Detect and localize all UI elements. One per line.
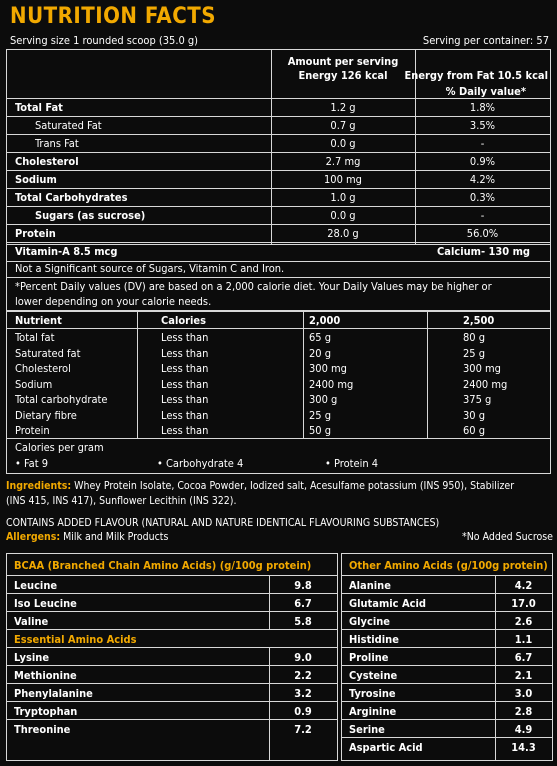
calories-cell: Total fat bbox=[15, 331, 55, 344]
row-rule bbox=[7, 134, 550, 135]
amino-value: 3.2 bbox=[294, 687, 312, 700]
nutrient-name: Sugars (as sucrose) bbox=[35, 209, 146, 222]
amino-value: 5.8 bbox=[294, 615, 312, 628]
row-rule bbox=[7, 206, 550, 207]
energy-from-fat: Energy from Fat 10.5 kcal bbox=[404, 69, 548, 82]
calories-cell: 300 mg bbox=[309, 362, 347, 375]
allergens-label: Allergens: bbox=[6, 531, 61, 543]
amino-value: 4.2 bbox=[514, 579, 533, 592]
calories-header: Nutrient bbox=[15, 314, 62, 327]
column-divider bbox=[303, 312, 304, 438]
amino-value: 0.9 bbox=[294, 705, 312, 718]
calories-cell: 25 g bbox=[463, 346, 486, 360]
nutrient-daily-value: 56.0% bbox=[466, 227, 499, 240]
bcaa-table bbox=[6, 553, 338, 761]
amino-name: Phenylalanine bbox=[14, 687, 93, 700]
nutrient-name: Trans Fat bbox=[35, 137, 79, 150]
row-rule bbox=[7, 224, 550, 225]
calories-cell: 80 g bbox=[463, 331, 486, 344]
row-rule bbox=[342, 647, 552, 648]
nutrient-name: Cholesterol bbox=[15, 155, 79, 168]
other-amino-header: Other Amino Acids (g/100g protein) bbox=[349, 559, 548, 572]
calories-cell: Cholesterol bbox=[15, 362, 71, 375]
amino-name: Aspartic Acid bbox=[349, 741, 423, 754]
row-rule bbox=[342, 611, 552, 612]
row-rule bbox=[7, 701, 337, 702]
amino-value: 3.0 bbox=[514, 687, 533, 700]
row-rule bbox=[7, 152, 550, 153]
row-rule bbox=[7, 647, 337, 648]
row-rule bbox=[342, 737, 552, 738]
row-rule bbox=[7, 683, 337, 684]
calories-cell: Less than bbox=[161, 393, 209, 406]
calories-cell: Less than bbox=[161, 331, 209, 344]
header-rule bbox=[342, 575, 552, 576]
amino-value: 2.8 bbox=[514, 705, 533, 718]
nutrient-amount: 0.0 g bbox=[330, 209, 356, 222]
nutrient-amount: 1.0 g bbox=[330, 191, 356, 204]
amino-value: 6.7 bbox=[514, 651, 533, 664]
row-rule bbox=[7, 593, 337, 594]
nutrient-amount: 2.7 mg bbox=[325, 155, 361, 168]
nutrient-amount: 100 mg bbox=[324, 173, 362, 186]
row-rule bbox=[7, 242, 550, 243]
nutrient-daily-value: - bbox=[480, 209, 485, 222]
row-rule bbox=[7, 629, 337, 630]
amino-name: Arginine bbox=[349, 705, 397, 718]
calories-cell: 60 g bbox=[463, 424, 486, 437]
amino-name: Iso Leucine bbox=[14, 597, 77, 610]
page-title: NUTRITION FACTS bbox=[10, 4, 216, 29]
nutrient-name: Protein bbox=[15, 227, 56, 240]
row-rule bbox=[342, 665, 552, 666]
amino-name: Glycine bbox=[349, 615, 390, 628]
other-amino-table bbox=[341, 553, 553, 761]
nutrient-name: Total Carbohydrates bbox=[15, 191, 128, 204]
protein-calories: • Protein 4 bbox=[325, 457, 379, 470]
calories-cell: 25 g bbox=[309, 408, 332, 422]
calories-cell: Less than bbox=[161, 346, 209, 360]
row-rule bbox=[342, 629, 552, 630]
row-rule bbox=[342, 701, 552, 702]
column-divider bbox=[137, 312, 138, 438]
ingredients bbox=[6, 480, 514, 493]
essential-header: Essential Amino Acids bbox=[14, 633, 137, 646]
nutrient-daily-value: 3.5% bbox=[469, 119, 496, 132]
calories-cell: 300 mg bbox=[463, 362, 501, 375]
row-rule bbox=[342, 719, 552, 720]
percent-note-2: lower depending on your calorie needs. bbox=[15, 295, 212, 308]
energy: Energy 126 kcal bbox=[298, 69, 388, 82]
ingredients-label: Ingredients: bbox=[6, 480, 72, 492]
amino-value: 4.9 bbox=[514, 723, 533, 736]
calories-cell: Total carbohydrate bbox=[15, 393, 108, 406]
row-rule bbox=[7, 170, 550, 171]
calories-cell: Sodium bbox=[15, 377, 53, 391]
calories-cell: 300 g bbox=[309, 393, 338, 406]
amino-value: 2.2 bbox=[294, 669, 312, 682]
nutrient-daily-value: - bbox=[480, 137, 485, 150]
row-rule bbox=[7, 719, 337, 720]
row-rule bbox=[7, 116, 550, 117]
nutrient-amount: 0.0 g bbox=[330, 137, 356, 150]
header-rule bbox=[7, 98, 550, 99]
nutrient-daily-value: 0.3% bbox=[469, 191, 496, 204]
no-added-sucrose: *No Added Sucrose bbox=[462, 531, 553, 543]
allergens bbox=[6, 531, 168, 544]
calories-per-gram-box bbox=[6, 438, 551, 474]
calories-header: Calories bbox=[161, 314, 207, 327]
vitamin-a: Vitamin-A 8.5 mcg bbox=[15, 245, 118, 258]
row-rule bbox=[7, 611, 337, 612]
nutrient-daily-value: 0.9% bbox=[469, 155, 496, 168]
allergens-text: Milk and Milk Products bbox=[60, 531, 169, 543]
bcaa-header: BCAA (Branched Chain Amino Acids) (g/100g protein) bbox=[14, 559, 312, 572]
amino-name: Valine bbox=[14, 615, 49, 628]
calories-cell: Saturated fat bbox=[15, 346, 81, 360]
calcium: Calcium- 130 mg bbox=[437, 245, 530, 258]
carbohydrate-calories: • Carbohydrate 4 bbox=[157, 457, 244, 470]
calories-cell: 2400 mg bbox=[463, 377, 508, 391]
calories-cell: 375 g bbox=[463, 393, 492, 406]
calories-cell: 20 g bbox=[309, 346, 332, 360]
row-rule bbox=[342, 593, 552, 594]
nutrient-daily-value: 4.2% bbox=[469, 173, 496, 186]
not-significant-note: Not a Significant source of Sugars, Vitamin C and Iron. bbox=[15, 262, 285, 275]
row-rule bbox=[7, 188, 550, 189]
header-rule bbox=[7, 328, 550, 329]
nutrient-amount: 0.7 g bbox=[330, 119, 356, 132]
amino-name: Tyrosine bbox=[349, 687, 396, 700]
header-rule bbox=[7, 575, 337, 576]
note-rule bbox=[7, 277, 550, 278]
nutrient-name: Total Fat bbox=[15, 101, 63, 114]
amino-name: Lysine bbox=[14, 651, 50, 664]
contains-flavour: CONTAINS ADDED FLAVOUR (NATURAL AND NATURE IDENTICAL FLAVOURING SUBSTANCES) bbox=[6, 517, 440, 529]
amino-value: 1.1 bbox=[514, 633, 533, 646]
amino-name: Methionine bbox=[14, 669, 77, 682]
ingredients-text-2: (INS 415, INS 417), Sunflower Lecithin (INS 322). bbox=[6, 495, 237, 507]
nutrition-table bbox=[6, 49, 551, 311]
servings-per-container: Serving per container: 57 bbox=[422, 34, 549, 47]
amino-value: 9.0 bbox=[294, 651, 312, 664]
amino-value: 2.6 bbox=[514, 615, 533, 628]
amino-name: Tryptophan bbox=[14, 705, 78, 718]
amino-value: 2.1 bbox=[514, 669, 533, 682]
calories-cell: 50 g bbox=[309, 424, 332, 437]
amino-value: 9.8 bbox=[294, 579, 312, 592]
calories-cell: Less than bbox=[161, 362, 209, 375]
nutrient-name: Sodium bbox=[15, 173, 57, 186]
calories-cell: Protein bbox=[15, 424, 50, 437]
amino-name: Proline bbox=[349, 651, 389, 664]
nutrient-amount: 1.2 g bbox=[330, 101, 356, 114]
amino-value: 17.0 bbox=[511, 597, 536, 610]
calories-cell: Dietary fibre bbox=[15, 408, 77, 422]
amino-name: Leucine bbox=[14, 579, 58, 592]
calories-cell: Less than bbox=[161, 377, 209, 391]
amino-name: Cysteine bbox=[349, 669, 398, 682]
percent-note: *Percent Daily values (DV) are based on a 2,000 calorie diet. Your Daily Values may be higher or bbox=[15, 280, 492, 293]
nutrient-daily-value: 1.8% bbox=[469, 101, 496, 114]
calories-header: 2,000 bbox=[309, 314, 341, 327]
amino-name: Histidine bbox=[349, 633, 399, 646]
amino-value: 7.2 bbox=[294, 723, 312, 736]
calories-cell: Less than bbox=[161, 424, 209, 437]
calories-per-gram: Calories per gram bbox=[15, 441, 104, 454]
daily-value-header: % Daily value* bbox=[445, 85, 526, 98]
calories-header: 2,500 bbox=[463, 314, 495, 327]
amount-per-serving: Amount per serving bbox=[287, 55, 399, 68]
serving-size: Serving size 1 rounded scoop (35.0 g) bbox=[10, 34, 199, 47]
fat-calories: • Fat 9 bbox=[15, 457, 49, 470]
calories-cell: 65 g bbox=[309, 331, 332, 344]
calories-table bbox=[6, 311, 551, 439]
amino-value: 14.3 bbox=[511, 741, 536, 754]
nutrient-amount: 28.0 g bbox=[327, 227, 359, 240]
column-divider bbox=[427, 312, 428, 438]
amino-name: Glutamic Acid bbox=[349, 597, 426, 610]
row-rule bbox=[7, 665, 337, 666]
row-rule bbox=[342, 683, 552, 684]
calories-cell: 2400 mg bbox=[309, 377, 354, 391]
nutrient-name: Saturated Fat bbox=[35, 119, 102, 132]
ingredients-text: Whey Protein Isolate, Cocoa Powder, Iodized salt, Acesulfame potassium (INS 950), Stabilizer bbox=[71, 480, 515, 492]
calories-cell: Less than bbox=[161, 408, 209, 422]
amino-name: Serine bbox=[349, 723, 385, 736]
amino-value: 6.7 bbox=[294, 597, 312, 610]
amino-name: Threonine bbox=[14, 723, 71, 736]
amino-name: Alanine bbox=[349, 579, 391, 592]
calories-cell: 30 g bbox=[463, 408, 486, 422]
